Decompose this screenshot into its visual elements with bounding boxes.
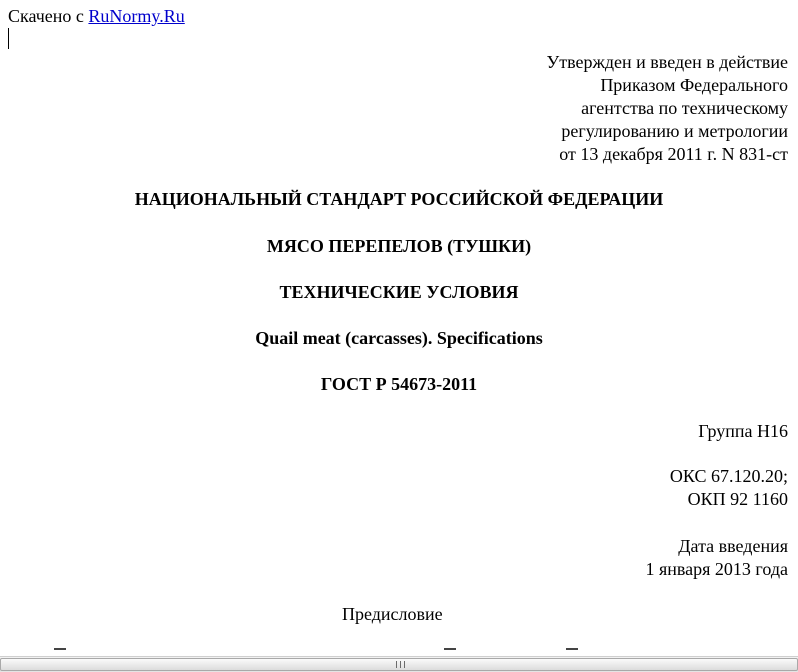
approval-line-2: Приказом Федерального: [600, 75, 788, 95]
oks-code: ОКС 67.120.20;: [669, 466, 788, 486]
product-title: МЯСО ПЕРЕПЕЛОВ (ТУШКИ): [266, 236, 532, 256]
effective-date-label: Дата введения: [678, 536, 788, 556]
clipped-glyph: [566, 648, 578, 653]
downloaded-prefix: Скачено с: [8, 6, 84, 26]
horizontal-scrollbar[interactable]: [0, 656, 798, 672]
clipped-glyph: [444, 648, 456, 653]
conditions-title: ТЕХНИЧЕСКИЕ УСЛОВИЯ: [279, 282, 519, 302]
clipped-text-line: [0, 648, 798, 656]
approval-line-1: Утвержден и введен в действие: [546, 52, 788, 72]
national-standard-title: НАЦИОНАЛЬНЫЙ СТАНДАРТ РОССИЙСКОЙ ФЕДЕРАЦИИ: [134, 189, 664, 209]
scrollbar-thumb[interactable]: [0, 658, 798, 671]
gost-number: ГОСТ Р 54673-2011: [320, 374, 478, 394]
group-code: Группа Н16: [698, 421, 788, 441]
approval-line-4: регулированию и метрологии: [561, 121, 788, 141]
english-title: Quail meat (carcasses). Specifications: [255, 328, 543, 348]
preface-heading: Предисловие: [342, 604, 443, 624]
approval-line-3: агентства по техническому: [581, 98, 788, 118]
download-source-line: [8, 5, 185, 27]
approval-line-5: от 13 декабря 2011 г. N 831-ст: [559, 144, 788, 164]
clipped-glyph: [54, 648, 66, 653]
grip-icon: [396, 661, 405, 668]
text-cursor: [8, 28, 9, 49]
effective-date-value: 1 января 2013 года: [645, 559, 788, 579]
okp-code: ОКП 92 1160: [687, 489, 788, 509]
runormy-link[interactable]: RuNormy.Ru: [88, 6, 185, 26]
